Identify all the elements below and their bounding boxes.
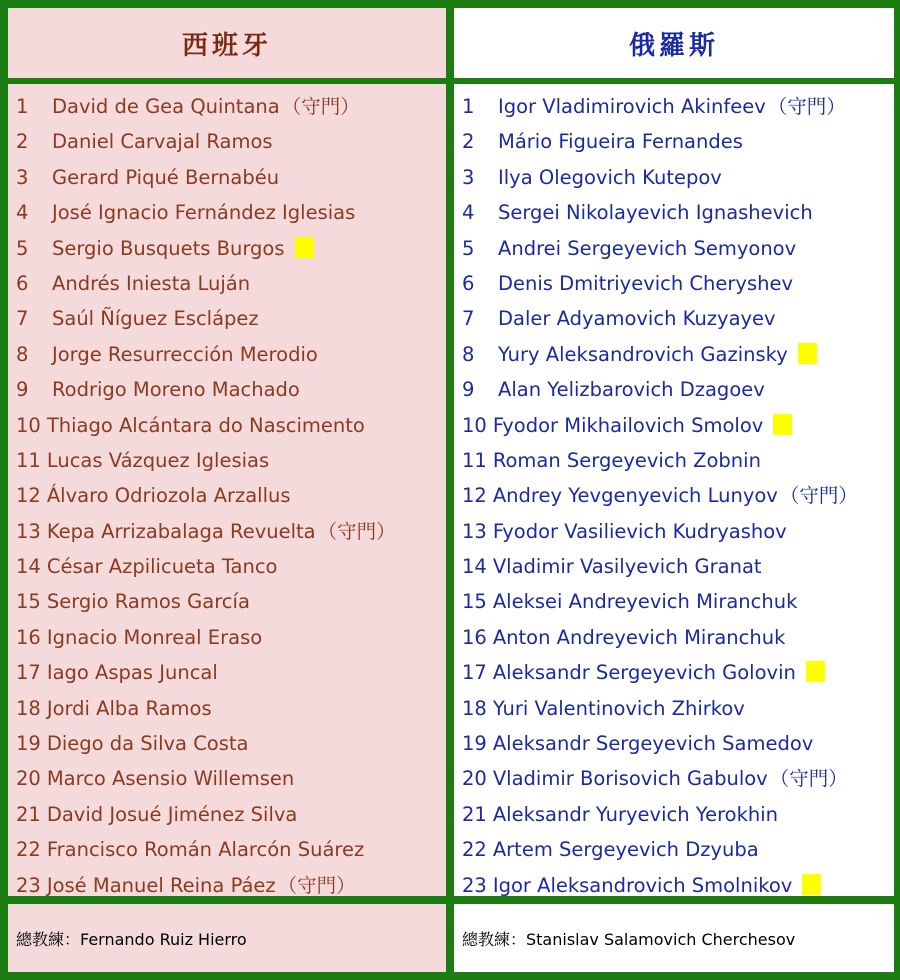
player-number: 1 [462, 95, 475, 118]
player-name: Fyodor Vasilievich Kudryashov [492, 519, 787, 543]
player-name: Vladimir Vasilyevich Granat [492, 555, 762, 579]
player-name: Daniel Carvajal Ramos [52, 130, 273, 154]
player-name: David de Gea Quintana [52, 95, 280, 118]
player-row [8, 549, 446, 584]
highlight-marker [773, 414, 792, 435]
spain-title: 西班牙 [181, 30, 272, 61]
player-name: Gerard Piqué Bernabéu [52, 165, 280, 189]
player-number: 2 [462, 130, 475, 154]
player-name: Igor Vladimirovich Akinfeev [498, 95, 766, 118]
player-name: José Ignacio Fernández Iglesias [52, 201, 356, 225]
player-row [8, 478, 446, 513]
player-row [454, 868, 894, 903]
player-number: 16 [462, 625, 487, 649]
player-row [454, 124, 894, 159]
player-row [454, 761, 894, 796]
player-name: Álvaro Odriozola Arzallus [46, 484, 291, 508]
player-number: 5 [16, 236, 29, 260]
player-number: 22 [462, 838, 487, 862]
player-name: Lucas Vázquez Iglesias [46, 448, 270, 472]
player-name: Artem Sergeyevich Dzyuba [492, 838, 759, 862]
player-name: Yury Aleksandrovich Gazinsky [498, 342, 788, 366]
player-number: 22 [16, 838, 41, 862]
player-name: Mário Figueira Fernandes [498, 130, 743, 154]
player-name: Marco Asensio Willemsen [46, 767, 295, 791]
player-name: Andrei Sergeyevich Semyonov [498, 236, 797, 260]
player-number: 11 [462, 448, 487, 472]
player-row [454, 266, 894, 301]
player-number: 2 [16, 130, 29, 154]
player-row [454, 372, 894, 407]
player-number: 20 [462, 767, 487, 791]
player-row [8, 301, 446, 336]
player-name: Rodrigo Moreno Machado [52, 378, 300, 402]
player-number: 14 [462, 555, 487, 579]
player-number: 16 [16, 625, 41, 649]
player-row [454, 655, 894, 690]
player-name: Sergio Busquets Burgos [52, 236, 285, 260]
player-name: Andrés Iniesta Luján [52, 271, 251, 295]
player-name: Yuri Valentinovich Zhirkov [492, 696, 745, 720]
player-name: Ignacio Monreal Eraso [46, 625, 263, 649]
highlight-marker [802, 874, 821, 895]
player-name: Aleksandr Sergeyevich Golovin [492, 661, 796, 685]
player-name: David Josué Jiménez Silva [46, 802, 298, 826]
player-number: 18 [16, 696, 41, 720]
player-name: Vladimir Borisovich Gabulov [492, 767, 768, 791]
player-name: Jorge Resurrección Merodio [52, 342, 318, 366]
player-number: 6 [462, 271, 475, 295]
player-number: 12 [16, 484, 41, 508]
player-number: 20 [16, 767, 41, 791]
player-row [454, 89, 894, 124]
player-name: Fyodor Mikhailovich Smolov [492, 413, 764, 437]
player-number: 15 [16, 590, 41, 614]
player-name: Sergio Ramos García [46, 590, 250, 614]
goalkeeper-note: （守門） [779, 484, 858, 508]
player-number: 11 [16, 448, 41, 472]
player-number: 7 [16, 307, 29, 331]
player-number: 13 [16, 519, 41, 543]
player-number: 21 [16, 802, 41, 826]
spain-header-cell [8, 8, 446, 78]
player-row [8, 655, 446, 690]
player-number: 1 [16, 95, 29, 118]
player-row [8, 266, 446, 301]
player-row [454, 337, 894, 372]
player-number: 4 [16, 201, 29, 225]
player-row [8, 584, 446, 619]
spain-player-list [8, 84, 446, 896]
player-row [454, 195, 894, 230]
player-name: Alan Yelizbarovich Dzagoev [498, 378, 765, 402]
player-row [8, 761, 446, 796]
player-name: José Manuel Reina Páez [46, 873, 276, 897]
highlight-marker [798, 343, 817, 364]
player-row [8, 195, 446, 230]
player-name: Roman Sergeyevich Zobnin [492, 448, 761, 472]
player-number: 7 [462, 307, 475, 331]
player-row [8, 832, 446, 867]
player-row [8, 408, 446, 443]
player-number: 3 [16, 165, 29, 189]
player-name: Kepa Arrizabalaga Revuelta [46, 519, 316, 543]
player-number: 23 [16, 873, 41, 897]
player-number: 18 [462, 696, 487, 720]
player-name: Thiago Alcántara do Nascimento [46, 413, 365, 437]
player-number: 13 [462, 519, 487, 543]
player-row [454, 584, 894, 619]
player-row [8, 514, 446, 549]
player-number: 8 [16, 342, 29, 366]
player-name: Aleksandr Sergeyevich Samedov [492, 732, 814, 756]
spain-coach: 總教練：Fernando Ruiz Hierro [16, 929, 247, 949]
player-number: 10 [462, 413, 487, 437]
player-number: 6 [16, 271, 29, 295]
player-row [454, 408, 894, 443]
russia-coach-cell [454, 904, 894, 972]
player-number: 10 [16, 413, 41, 437]
russia-title: 俄羅斯 [628, 30, 719, 61]
goalkeeper-note: （守門） [767, 95, 846, 118]
player-number: 8 [462, 342, 475, 366]
player-name: Sergei Nikolayevich Ignashevich [498, 201, 813, 225]
player-row [8, 89, 446, 124]
player-number: 3 [462, 165, 475, 189]
player-name: Aleksandr Yuryevich Yerokhin [492, 802, 779, 826]
player-name: Jordi Alba Ramos [46, 696, 212, 720]
goalkeeper-note: （守門） [317, 519, 396, 543]
russia-coach: 總教練：Stanislav Salamovich Cherchesov [462, 929, 796, 949]
player-row [454, 726, 894, 761]
player-name: Ilya Olegovich Kutepov [498, 165, 722, 189]
player-row [8, 620, 446, 655]
player-row [8, 726, 446, 761]
player-row [454, 514, 894, 549]
player-name: Andrey Yevgenyevich Lunyov [492, 484, 778, 508]
player-name: Saúl Ñíguez Esclápez [52, 307, 259, 331]
player-row [454, 443, 894, 478]
player-number: 9 [462, 378, 475, 402]
player-row [454, 691, 894, 726]
player-number: 4 [462, 201, 475, 225]
player-number: 21 [462, 802, 487, 826]
player-name: César Azpilicueta Tanco [46, 555, 278, 579]
player-row [8, 372, 446, 407]
player-name: Diego da Silva Costa [46, 732, 249, 756]
player-row [454, 231, 894, 266]
player-row [8, 160, 446, 195]
player-name: Denis Dmitriyevich Cheryshev [498, 271, 794, 295]
player-row [8, 691, 446, 726]
player-number: 9 [16, 378, 29, 402]
player-name: Iago Aspas Juncal [46, 661, 218, 685]
player-row [454, 797, 894, 832]
player-row [8, 337, 446, 372]
player-row [454, 301, 894, 336]
player-number: 23 [462, 873, 487, 897]
player-row [8, 124, 446, 159]
player-name: Francisco Román Alarcón Suárez [46, 838, 365, 862]
player-row [454, 478, 894, 513]
player-number: 15 [462, 590, 487, 614]
player-number: 17 [462, 661, 487, 685]
player-number: 5 [462, 236, 475, 260]
player-name: Anton Andreyevich Miranchuk [492, 625, 786, 649]
goalkeeper-note: （守門） [277, 873, 356, 897]
player-number: 19 [462, 732, 487, 756]
spain-coach-cell [8, 904, 446, 972]
player-row [8, 443, 446, 478]
player-row [454, 160, 894, 195]
player-number: 14 [16, 555, 41, 579]
highlight-marker [806, 661, 825, 682]
highlight-marker [295, 237, 314, 258]
player-row [454, 620, 894, 655]
player-row [8, 231, 446, 266]
goalkeeper-note: （守門） [769, 767, 848, 791]
player-row [8, 868, 446, 903]
player-name: Igor Aleksandrovich Smolnikov [492, 873, 793, 897]
russia-header-cell [454, 8, 894, 78]
player-row [454, 549, 894, 584]
player-number: 12 [462, 484, 487, 508]
player-number: 17 [16, 661, 41, 685]
player-row [454, 832, 894, 867]
player-name: Aleksei Andreyevich Miranchuk [492, 590, 798, 614]
player-name: Daler Adyamovich Kuzyayev [498, 307, 776, 331]
player-number: 19 [16, 732, 41, 756]
goalkeeper-note: （守門） [281, 95, 360, 118]
player-row [8, 797, 446, 832]
russia-player-list [454, 84, 894, 896]
